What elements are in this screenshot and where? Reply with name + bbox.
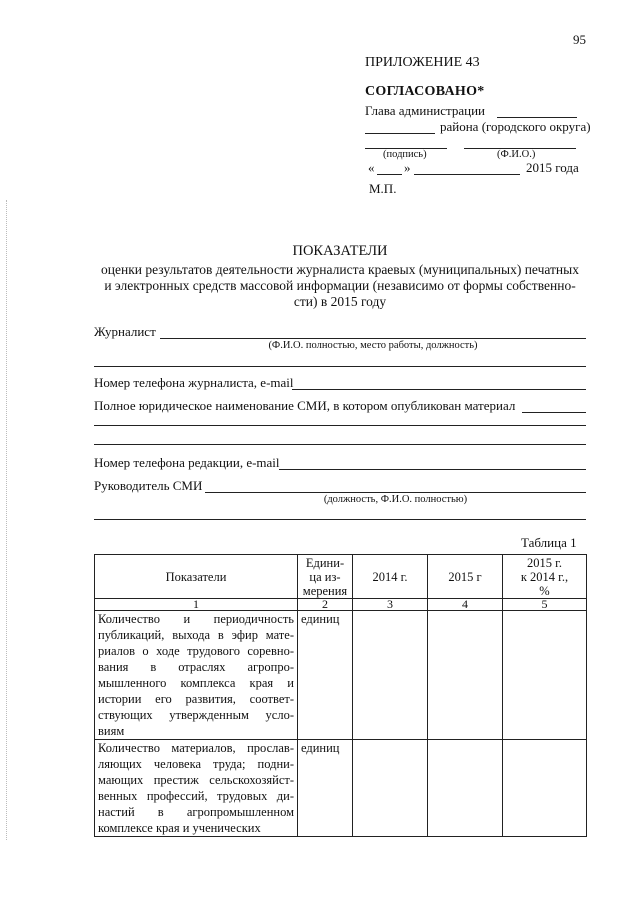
appendix-label: ПРИЛОЖЕНИЕ 43	[365, 55, 480, 70]
editorial-phone-label: Номер телефона редакции, e-mail	[94, 455, 280, 470]
value-2015-cell	[428, 740, 503, 837]
date-month-line	[414, 174, 520, 175]
column-number-row	[95, 599, 587, 611]
header-indicators: Показатели	[95, 555, 298, 599]
media-name-line-3	[94, 444, 586, 445]
journalist-extra-line	[94, 366, 586, 367]
media-name-label: Полное юридическое наименование СМИ, в котором опубликован материал	[94, 398, 516, 413]
ratio-cell	[503, 740, 587, 837]
journalist-phone-label: Номер телефона журналиста, e-mail	[94, 375, 294, 390]
unit-cell: единиц	[298, 611, 353, 740]
table-header-row	[95, 555, 587, 599]
unit-cell: единиц	[298, 740, 353, 837]
media-head-line	[205, 492, 586, 493]
value-2014-cell	[353, 740, 428, 837]
column-number: 2	[298, 599, 353, 611]
seal-label: М.П.	[369, 181, 397, 196]
document-title: ПОКАЗАТЕЛИ	[292, 243, 388, 259]
approval-district-suffix: района (городского округа)	[440, 119, 591, 134]
media-head-label: Руководитель СМИ	[94, 478, 203, 493]
journalist-line	[160, 338, 586, 339]
date-day-line	[377, 174, 402, 175]
editorial-phone-line	[279, 469, 586, 470]
column-number: 5	[503, 599, 587, 611]
signature-caption: (подпись)	[383, 149, 427, 160]
journalist-phone-line	[292, 389, 586, 390]
table-row	[95, 740, 587, 837]
date-close-quote: »	[404, 160, 411, 175]
column-number: 1	[95, 599, 298, 611]
media-head-caption: (должность, Ф.И.О. полностью)	[323, 494, 468, 505]
fio-caption: (Ф.И.О.)	[497, 149, 536, 160]
value-2015-cell	[428, 611, 503, 740]
value-2014-cell	[353, 611, 428, 740]
indicator-text: Количество и периодичность публикаций, выхода в эфир мате- риалов о ходе трудового соревно- вания в отраслях агропро- мышленного комплекса края и истории его развития, соответ- ствующих утвержденным усло- виям	[95, 611, 298, 740]
media-name-line-1	[522, 412, 586, 413]
ratio-cell	[503, 611, 587, 740]
title-line-1: оценки результатов деятельности журналиста краевых (муниципальных) печатных	[101, 262, 579, 277]
journalist-caption: (Ф.И.О. полностью, место работы, должность)	[268, 340, 478, 351]
media-name-line-2	[94, 425, 586, 426]
column-number: 3	[353, 599, 428, 611]
journalist-label: Журналист	[94, 324, 156, 339]
column-number: 4	[428, 599, 503, 611]
indicator-text: Количество материалов, прослав- ляющих человека труда; подни- мающих престиж сельскохозяйст- венных профессий, трудовых ди- настий в агропромышленном комплексе края и ученических	[95, 740, 298, 837]
header-unit: Едини- ца из- мерения	[298, 555, 353, 599]
date-open-quote: «	[368, 160, 375, 175]
header-2015: 2015 г	[428, 555, 503, 599]
title-line-2: и электронных средств массовой информации (независимо от формы собственно-	[104, 278, 576, 293]
approval-year: 2015 года	[526, 160, 579, 175]
header-ratio: 2015 г. к 2014 г., %	[503, 555, 587, 599]
scan-edge-artifact	[6, 200, 8, 840]
table-row	[95, 611, 587, 740]
approval-head-of-admin: Глава администрации	[365, 103, 486, 118]
table-caption: Таблица 1	[521, 535, 577, 550]
admin-name-line	[497, 117, 577, 118]
indicators-table	[94, 554, 587, 837]
district-line	[365, 133, 435, 134]
title-line-3: сти) в 2015 году	[293, 294, 387, 309]
page-number: 95	[573, 32, 586, 47]
header-2014: 2014 г.	[353, 555, 428, 599]
media-head-extra-line	[94, 519, 586, 520]
approval-heading: СОГЛАСОВАНО*	[365, 84, 485, 99]
